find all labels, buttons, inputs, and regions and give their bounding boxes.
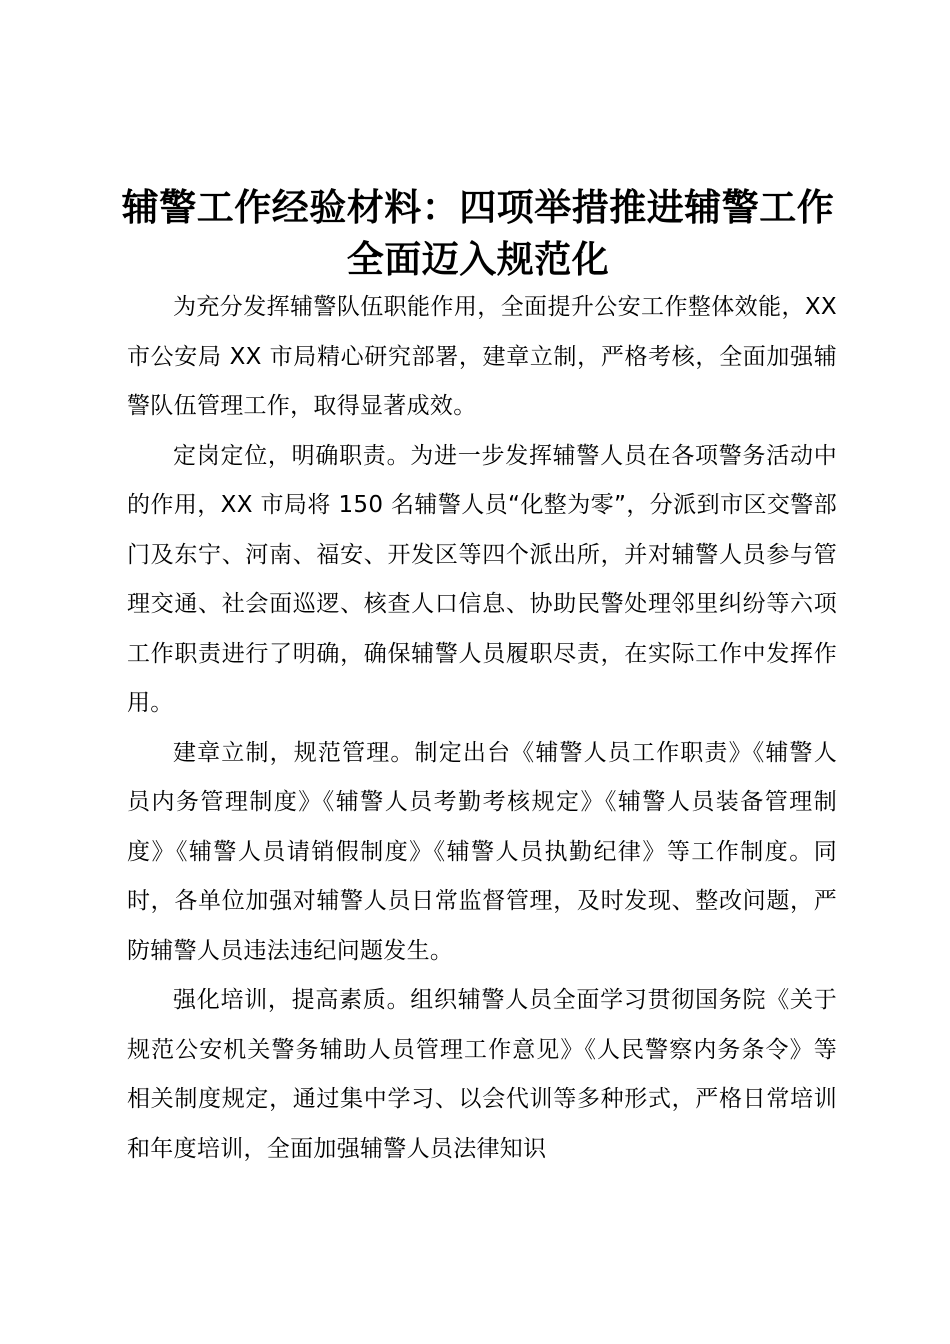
paragraph-regulations: 建章立制，规范管理。制定出台《辅警人员工作职责》《辅警人员内务管理制度》《辅警人员考勤考核规定》《辅警人员装备管理制度》《辅警人员请销假制度》《辅警人员执勤纪律》等工作制度。同时，各单位加强对辅警人员日常监督管理，及时发现、整改问题，严防辅警人员违法违纪问题发生。 <box>127 739 837 964</box>
document-title: 辅警工作经验材料：四项举措推进辅警工作全面迈入规范化 <box>121 186 835 281</box>
paragraph-duties: 定岗定位，明确职责。为进一步发挥辅警人员在各项警务活动中的作用，XX 市局将 150 名辅警人员“化整为零”，分派到市区交警部门及东宁、河南、福安、开发区等四个派出所，并对辅警人员参与管理交通、社会面巡逻、核查人口信息、协助民警处理邻里纠纷等六项工作职责进行了明确，确保辅警人员履职尽责，在实际工作中发挥作用。 <box>127 442 837 716</box>
document-body <box>127 283 837 1174</box>
paragraph-training: 强化培训，提高素质。组织辅警人员全面学习贯彻国务院《关于规范公安机关警务辅助人员管理工作意见》《人民警察内务条令》等相关制度规定，通过集中学习、以会代训等多种形式，严格日常培训和年度培训，全面加强辅警人员法律知识 <box>127 987 837 1162</box>
paragraph-intro: 为充分发挥辅警队伍职能作用，全面提升公安工作整体效能，XX 市公安局 XX 市局精心研究部署，建章立制，严格考核，全面加强辅警队伍管理工作，取得显著成效。 <box>127 294 837 419</box>
